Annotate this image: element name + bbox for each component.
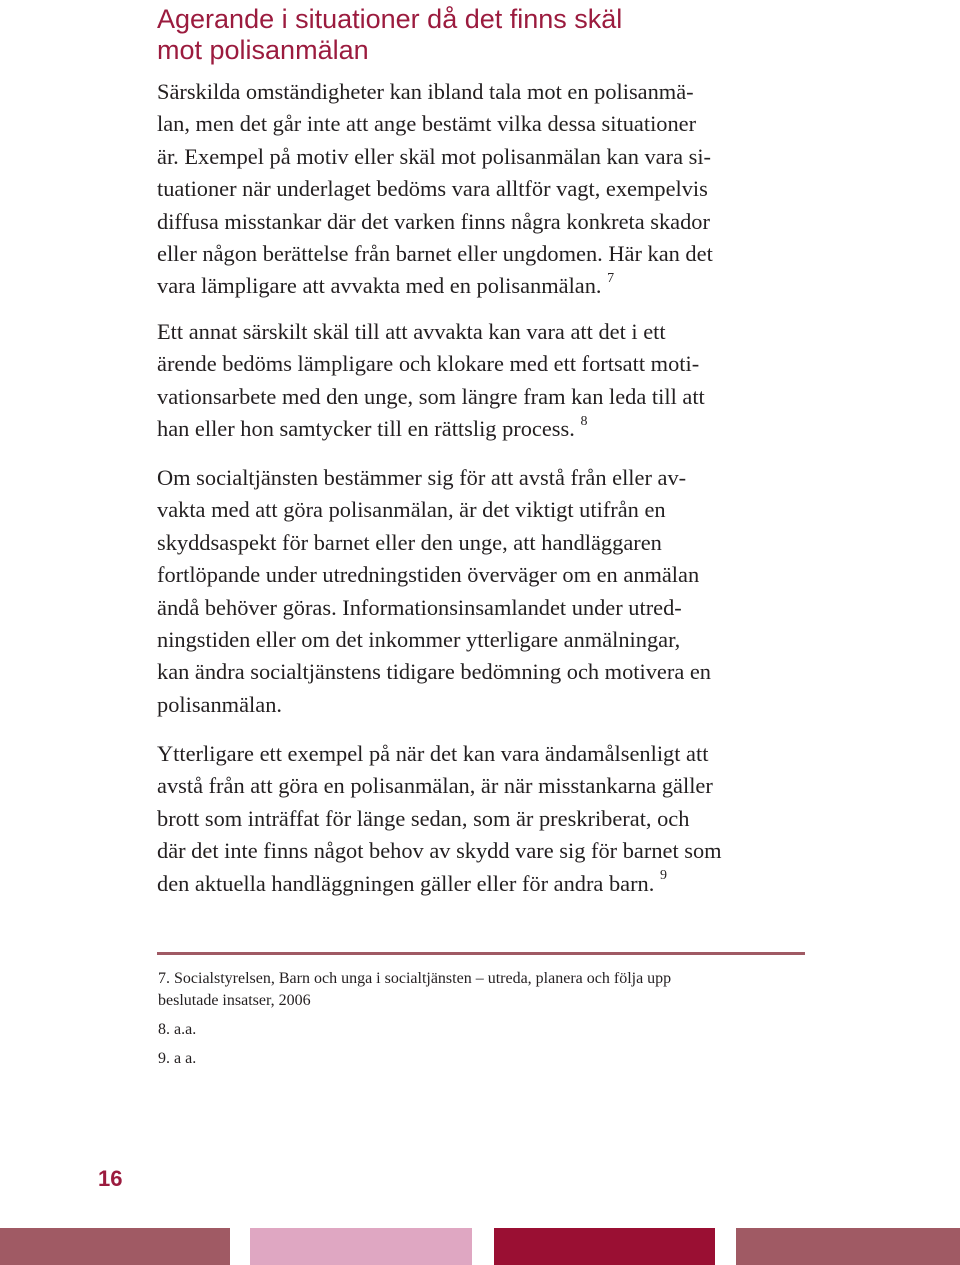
footnote-line: 8. a.a. [158, 1021, 197, 1038]
footer-color-band [736, 1228, 960, 1265]
section-heading-line: mot polisanmälan [157, 35, 369, 65]
text-line: ärende bedöms lämpligare och klokare med ett fortsatt moti- [157, 351, 700, 377]
text-line: Ett annat särskilt skäl till att avvakta kan vara att det i ett [157, 319, 666, 344]
footnote-divider [157, 952, 805, 955]
footer-color-band [250, 1228, 472, 1265]
section-heading-line: Agerande i situationer då det finns skäl [157, 4, 623, 34]
text-line [157, 270, 812, 302]
footnote-8 [158, 1019, 808, 1041]
text-line-content: den aktuella handläggningen gäller eller för andra barn. [157, 870, 655, 896]
text-line: är. Exempel på motiv eller skäl mot polisanmälan kan vara si- [157, 143, 712, 169]
text-line: där det inte finns något behov av skydd vare sig för barnet som [157, 838, 722, 864]
footnote-7 [158, 968, 808, 1012]
paragraph-protection-aspect [157, 462, 812, 720]
text-line: tuationer när underlaget bedöms vara alltför vagt, exempelvis [157, 176, 708, 202]
text-line: skyddsaspekt för barnet eller den unge, att handläggaren [157, 529, 662, 555]
text-line [157, 868, 812, 900]
footnote-line: 7. Socialstyrelsen, Barn och unga i socialtjänsten – utreda, planera och följa upp [158, 970, 672, 987]
text-line: avstå från att göra en polisanmälan, är när misstankarna gäller [157, 773, 713, 799]
text-line: vationsarbete med den unge, som längre fram kan leda till att [157, 383, 705, 409]
text-line: fortlöpande under utredningstiden överväger om en anmälan [157, 562, 700, 588]
footnotes [158, 968, 808, 1077]
footnote-reference[interactable]: 8 [580, 413, 588, 429]
paragraph-motives-against-report [157, 76, 812, 298]
footer-color-band [494, 1228, 715, 1265]
footnote-line: beslutade insatser, 2006 [158, 992, 311, 1009]
paragraph-statute-of-limitations [157, 738, 812, 900]
text-line: polisanmälan. [157, 691, 282, 717]
text-line: Om socialtjänsten bestämmer sig för att avstå från eller av- [157, 465, 687, 490]
text-line-content: vara lämpligare att avvakta med en polisanmälan. [157, 273, 602, 299]
text-line: vakta med att göra polisanmälan, är det viktigt utifrån en [157, 497, 666, 523]
text-line: eller någon berättelse från barnet eller ungdomen. Här kan det [157, 241, 713, 267]
text-line-content: han eller hon samtycker till en rättslig process. [157, 416, 575, 442]
body-text [157, 76, 812, 918]
text-line: Särskilda omständigheter kan ibland tala mot en polisanmä- [157, 79, 694, 104]
text-line: ningstiden eller om det inkommer ytterligare anmälningar, [157, 627, 681, 653]
text-line: kan ändra socialtjänstens tidigare bedömning och motivera en [157, 659, 711, 685]
footnote-reference[interactable]: 7 [607, 270, 615, 286]
text-line: Ytterligare ett exempel på när det kan vara ändamålsenligt att [157, 741, 709, 766]
paragraph-motivation-work [157, 316, 812, 446]
text-line: brott som inträffat för länge sedan, som är preskriberat, och [157, 805, 690, 831]
footnote-reference[interactable]: 9 [659, 868, 667, 884]
text-line: ändå behöver göras. Informationsinsamlandet under utred- [157, 594, 682, 620]
page-number: 16 [98, 1166, 123, 1191]
text-line [157, 413, 812, 445]
footnote-9 [158, 1048, 808, 1070]
footnote-line: 9. a a. [158, 1050, 197, 1067]
footer-color-band [0, 1228, 230, 1265]
section-heading [157, 4, 857, 66]
text-line: lan, men det går inte att ange bestämt vilka dessa situationer [157, 111, 697, 137]
text-line: diffusa misstankar där det varken finns några konkreta skador [157, 208, 710, 234]
